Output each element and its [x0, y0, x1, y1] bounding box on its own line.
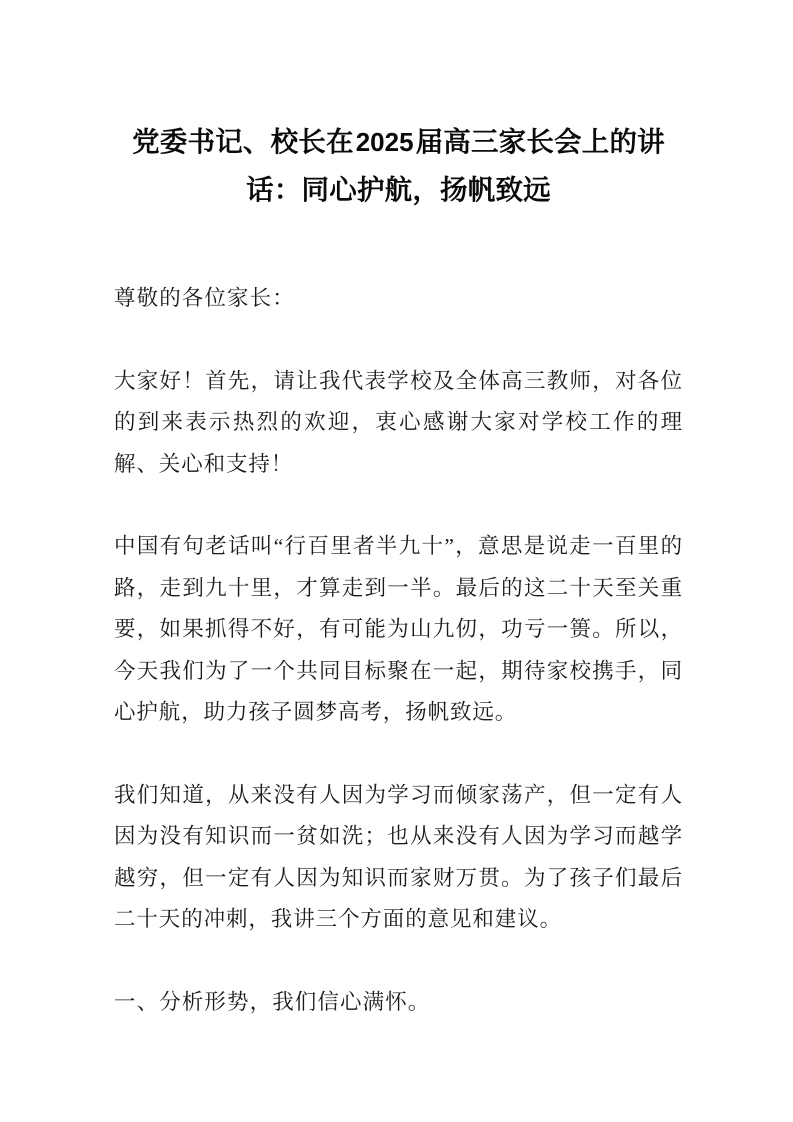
- title-year-number: 2025: [355, 127, 414, 157]
- paragraph-salutation: 尊敬的各位家长：: [114, 286, 295, 310]
- paragraph-knowledge: 我们知道，从来没有人因为学习而倾家荡产，但一定有人因为没有知识而一贫如洗；也从来没有人因为学习而越学越穷，但一定有人因为知识而家财万贯。为了孩子们最后二十天的冲刺，我讲三个方面的意见和建议。: [114, 782, 683, 931]
- page-title: [114, 0, 683, 214]
- document-content-column: [114, 0, 683, 1023]
- paragraph-section-one: 一、分析形势，我们信心满怀。: [114, 989, 431, 1014]
- paragraph-greeting: 大家好！首先，请让我代表学校及全体高三教师，对各位的到来表示热烈的欢迎，衷心感谢大家对学校工作的理解、关心和支持！: [114, 368, 683, 476]
- title-part-before-number: 党委书记、校长在: [132, 126, 354, 157]
- title-part-after-number: 届高三家长会上的讲话：同心护航，扬帆致远: [246, 126, 665, 205]
- document-body: [114, 278, 683, 1023]
- paragraph-proverb: 中国有句老话叫“行百里者半九十”，意思是说走一百里的路，走到九十里，才算走到一半。最后的这二十天至关重要，如果抓得不好，有可能为山九仞，功亏一篑。所以，今天我们为了一个共同目标聚在一起，期待家校携手，同心护航，助力孩子圆梦高考，扬帆致远。: [114, 534, 683, 724]
